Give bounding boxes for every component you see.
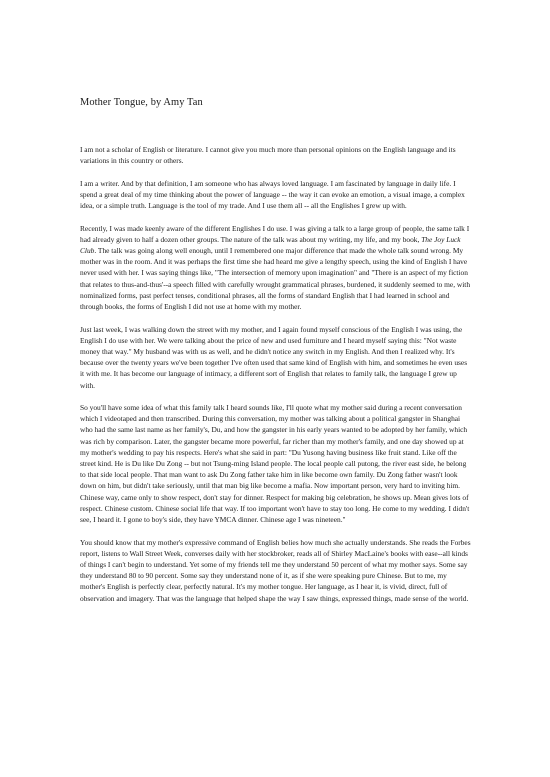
paragraph-3-part-1: Recently, I was made keenly aware of the different Englishes I do use. I was giving a talk to a large group of people, the same talk I had already given to half a dozen other groups. The nature of the talk was about my writing, my life, and my book, bbox=[80, 223, 470, 244]
document-title: Mother Tongue, by Amy Tan bbox=[80, 97, 203, 108]
paragraph-5: So you'll have some idea of what this family talk I heard sounds like, I'll quote what my mother said during a recent conversation which I videotaped and then transcribed. During this conversation, my mother was talking about a political gangster in Shanghai who had the same last name as her family's, Du, and how the gangster in his early years wanted to be adopted by her family, which was rich by comparison. Later, the gangster became more powerful, far richer than my mother's family, and one day showed up at my mother's wedding to pay his respects. Here's what she said in part: "Du Yusong having business like fruit stand. Like off the street kind. He is Du like Du Zong -- but not Tsung-ming Island people. The local people call putong, the river east side, he belong to that side local people. That man want to ask Du Zong father take him in like become own family. Du Zong father wasn't look down on him, but didn't take seriously, until that man big like become a mafia. Now important person, very hard to inviting him. Chinese way, came only to show respect, don't stay for dinner. Respect for making big celebration, he shows up. Mean gives lots of respect. Chinese custom. Chinese social life that way. If too important won't have to stay too long. He come to my wedding. I didn't see, I heard it. I gone to boy's side, they have YMCA dinner. Chinese age I was nineteen." bbox=[80, 403, 470, 525]
paragraph-3-part-2: . The talk was going along well enough, until I remembered one major difference that made the whole talk sound wrong. My mother was in the room. And it was perhaps the first time she had heard me give a lengthy speech, using the kind of English I have never used with her. I was saying things like, "The intersection of memory upon imagination" and "There is an aspect of my fiction that relates to thus-and-thus'--a speech filled with carefully wrought grammatical phrases, burdened, it suddenly seemed to me, with nominalized forms, past perfect tenses, conditional phrases, all the forms of standard English that I had learned in school and through books, the forms of English I did not use at home with my mother. bbox=[80, 246, 471, 312]
paragraph-1: I am not a scholar of English or literature. I cannot give you much more than personal opinions on the English language and its variations in this country or others. bbox=[80, 145, 456, 166]
paragraph-4: Just last week, I was walking down the street with my mother, and I again found myself conscious of the English I was using, the English I do use with her. We were talking about the price of new and used furniture and I heard myself saying this: "Not waste money that way." My husband was with us as well, and he didn't notice any switch in my English. And then I realized why. It's because over the twenty years we've been together I've often used that same kind of English with him, and sometimes he even uses it with me. It has become our language of intimacy, a different sort of English that relates to family talk, the language I grew up with. bbox=[80, 324, 468, 390]
document-body bbox=[80, 144, 472, 604]
paragraph-3 bbox=[80, 223, 472, 313]
paragraph-6: You should know that my mother's expressive command of English belies how much she actually understands. She reads the Forbes report, listens to Wall Street Week, converses daily with her stockbroker, reads all of Shirley MacLaine's books with ease--all kinds of things I can't begin to understand. Yet some of my friends tell me they understand 50 percent of what my mother says. Some say they understand 80 to 90 percent. Some say they understand none of it, as if she were speaking pure Chinese. But to me, my mother's English is perfectly clear, perfectly natural. It's my mother tongue. Her language, as I hear it, is vivid, direct, full of observation and imagery. That was the language that helped shape the way I saw things, expressed things, made sense of the world. bbox=[80, 537, 471, 603]
book-title: The Joy Luck Club bbox=[80, 234, 461, 256]
paragraph-2: I am a writer. And by that definition, I am someone who has always loved language. I am fascinated by language in daily life. I spend a great deal of my time thinking about the power of language -- the way it can evoke an emotion, a visual image, a complex idea, or a simple truth. Language is the tool of my trade. And I use them all -- all the Englishes I grew up with. bbox=[80, 178, 465, 211]
